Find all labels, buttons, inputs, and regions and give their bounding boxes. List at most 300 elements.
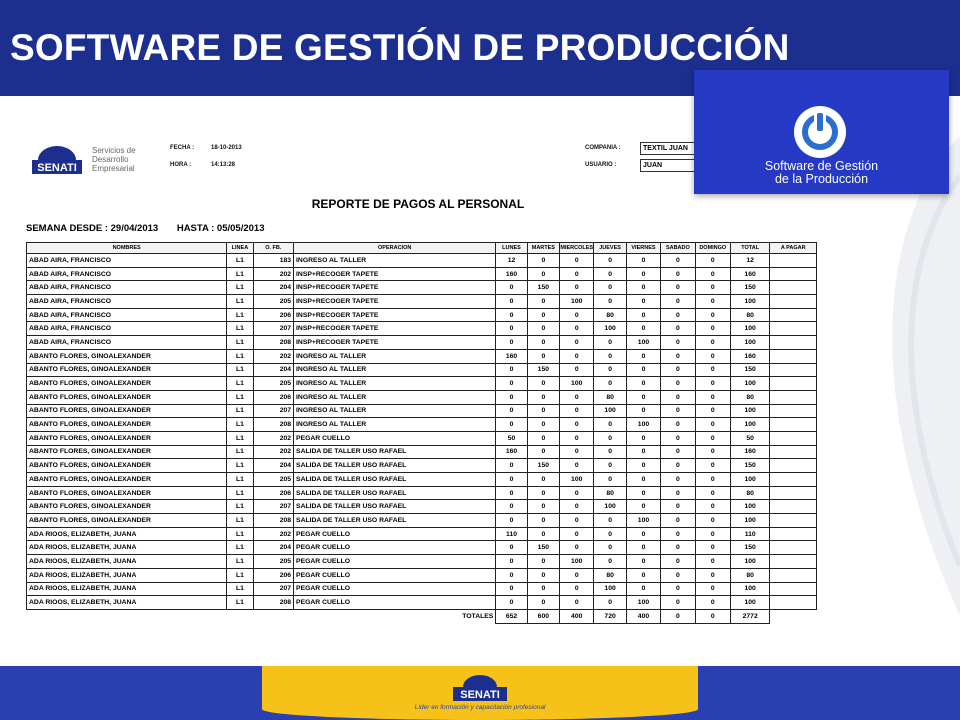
table-cell: 0: [496, 308, 527, 322]
table-cell: L1: [227, 418, 253, 432]
table-cell: 202: [253, 527, 293, 541]
table-cell: 100: [560, 377, 594, 391]
table-cell: 0: [560, 322, 594, 336]
table-cell: 0: [661, 500, 695, 514]
table-cell: INGRESO AL TALLER: [294, 404, 496, 418]
table-cell: ADA RIOOS, ELIZABETH, JUANA: [27, 527, 227, 541]
table-cell: 150: [527, 541, 559, 555]
totals-spacer-end: [770, 609, 817, 623]
table-cell: 100: [730, 377, 769, 391]
table-cell: 100: [594, 322, 626, 336]
table-cell: L1: [227, 555, 253, 569]
table-cell: 0: [695, 431, 730, 445]
org-description: [92, 146, 136, 173]
table-cell: 0: [560, 596, 594, 610]
table-cell: 0: [661, 418, 695, 432]
table-cell: 206: [253, 308, 293, 322]
table-cell: 0: [527, 377, 559, 391]
table-cell: [770, 514, 817, 528]
table-cell: INSP+RECOGER TAPETE: [294, 308, 496, 322]
logo-line-2: de la Producción: [774, 172, 869, 186]
table-cell: 0: [496, 486, 527, 500]
table-cell: 205: [253, 473, 293, 487]
table-cell: ABANTO FLORES, GINOALEXANDER: [27, 445, 227, 459]
table-cell: 0: [496, 473, 527, 487]
table-cell: 0: [560, 431, 594, 445]
table-cell: 0: [594, 596, 626, 610]
table-cell: 0: [527, 404, 559, 418]
table-cell: INSP+RECOGER TAPETE: [294, 281, 496, 295]
totals-cell: 400: [560, 609, 594, 623]
table-cell: 160: [496, 267, 527, 281]
table-cell: 0: [626, 431, 660, 445]
table-cell: 0: [594, 431, 626, 445]
table-row: [27, 582, 817, 596]
table-cell: 0: [661, 445, 695, 459]
table-row: [27, 473, 817, 487]
table-cell: ABAD AIRA, FRANCISCO: [27, 295, 227, 309]
table-cell: 0: [695, 322, 730, 336]
table-cell: 0: [527, 445, 559, 459]
table-cell: 0: [496, 500, 527, 514]
table-cell: 0: [661, 514, 695, 528]
table-cell: 0: [527, 308, 559, 322]
table-cell: 0: [695, 363, 730, 377]
column-header: MARTES: [527, 243, 559, 254]
table-cell: 0: [560, 568, 594, 582]
table-cell: 12: [496, 254, 527, 268]
table-cell: 0: [661, 390, 695, 404]
table-cell: 0: [496, 295, 527, 309]
table-cell: 110: [730, 527, 769, 541]
table-cell: L1: [227, 308, 253, 322]
table-cell: 0: [626, 555, 660, 569]
table-cell: 0: [626, 390, 660, 404]
table-row: [27, 322, 817, 336]
table-row: [27, 445, 817, 459]
table-cell: ABANTO FLORES, GINOALEXANDER: [27, 500, 227, 514]
table-cell: 0: [626, 363, 660, 377]
table-cell: L1: [227, 267, 253, 281]
footer-logo-text: SENATI: [460, 689, 500, 701]
table-cell: 0: [594, 377, 626, 391]
footer-tagline: Líder en formación y capacitación profesional: [414, 704, 546, 711]
table-cell: 150: [730, 363, 769, 377]
table-cell: PEGAR CUELLO: [294, 596, 496, 610]
table-cell: 80: [594, 568, 626, 582]
table-cell: 0: [626, 377, 660, 391]
table-cell: 100: [594, 404, 626, 418]
table-cell: 0: [560, 500, 594, 514]
table-cell: [770, 541, 817, 555]
table-cell: L1: [227, 295, 253, 309]
table-cell: 0: [661, 281, 695, 295]
org-line-1: Servicios de: [92, 146, 136, 155]
column-header: OPERACION: [294, 243, 496, 254]
table-cell: 12: [730, 254, 769, 268]
table-cell: 100: [730, 555, 769, 569]
table-cell: 0: [695, 281, 730, 295]
table-cell: 80: [730, 486, 769, 500]
table-cell: INSP+RECOGER TAPETE: [294, 295, 496, 309]
table-cell: 0: [626, 445, 660, 459]
table-row: [27, 486, 817, 500]
table-cell: [770, 431, 817, 445]
table-cell: 206: [253, 486, 293, 500]
table-cell: ADA RIOOS, ELIZABETH, JUANA: [27, 555, 227, 569]
table-cell: ABANTO FLORES, GINOALEXANDER: [27, 431, 227, 445]
table-cell: [770, 295, 817, 309]
table-cell: 206: [253, 390, 293, 404]
table-cell: 0: [496, 390, 527, 404]
table-cell: L1: [227, 254, 253, 268]
table-cell: 160: [496, 445, 527, 459]
table-cell: ABAD AIRA, FRANCISCO: [27, 254, 227, 268]
table-cell: 0: [695, 377, 730, 391]
table-cell: 0: [626, 349, 660, 363]
table-cell: 160: [496, 349, 527, 363]
table-cell: PEGAR CUELLO: [294, 527, 496, 541]
table-cell: 100: [730, 582, 769, 596]
table-cell: 0: [496, 363, 527, 377]
table-cell: [770, 500, 817, 514]
table-cell: ABANTO FLORES, GINOALEXANDER: [27, 404, 227, 418]
table-cell: ABANTO FLORES, GINOALEXANDER: [27, 473, 227, 487]
table-cell: 110: [496, 527, 527, 541]
table-cell: 0: [661, 473, 695, 487]
column-header: JUEVES: [594, 243, 626, 254]
table-cell: 0: [661, 267, 695, 281]
table-cell: ABANTO FLORES, GINOALEXANDER: [27, 514, 227, 528]
table-cell: ABAD AIRA, FRANCISCO: [27, 322, 227, 336]
software-logo-text: [694, 160, 949, 186]
table-cell: 50: [496, 431, 527, 445]
table-cell: 0: [560, 281, 594, 295]
table-row: [27, 404, 817, 418]
table-cell: 0: [496, 322, 527, 336]
table-cell: 0: [695, 568, 730, 582]
table-row: [27, 390, 817, 404]
table-cell: 0: [695, 486, 730, 500]
table-cell: [770, 527, 817, 541]
table-cell: [770, 349, 817, 363]
table-cell: 0: [527, 254, 559, 268]
table-cell: 100: [626, 336, 660, 350]
table-cell: 0: [626, 281, 660, 295]
table-cell: ADA RIOOS, ELIZABETH, JUANA: [27, 582, 227, 596]
table-cell: 0: [695, 254, 730, 268]
table-cell: 0: [695, 267, 730, 281]
table-cell: 0: [594, 514, 626, 528]
table-cell: L1: [227, 568, 253, 582]
table-cell: L1: [227, 596, 253, 610]
table-cell: 0: [661, 349, 695, 363]
column-header: O. FB.: [253, 243, 293, 254]
table-row: [27, 349, 817, 363]
table-cell: 100: [560, 295, 594, 309]
table-cell: SALIDA DE TALLER USO RAFAEL: [294, 459, 496, 473]
slide-title: SOFTWARE DE GESTIÓN DE PRODUCCIÓN: [10, 27, 790, 68]
table-cell: 150: [730, 459, 769, 473]
table-cell: 100: [730, 336, 769, 350]
totals-cell: 652: [496, 609, 527, 623]
table-cell: 183: [253, 254, 293, 268]
table-cell: 0: [626, 254, 660, 268]
table-cell: 0: [661, 404, 695, 418]
table-cell: L1: [227, 582, 253, 596]
table-row: [27, 363, 817, 377]
table-cell: ABANTO FLORES, GINOALEXANDER: [27, 377, 227, 391]
table-cell: 0: [496, 336, 527, 350]
software-logo-card: [694, 70, 949, 194]
table-cell: 0: [527, 418, 559, 432]
table-cell: 150: [730, 541, 769, 555]
table-cell: 0: [626, 459, 660, 473]
table-cell: 50: [730, 431, 769, 445]
table-cell: PEGAR CUELLO: [294, 568, 496, 582]
table-cell: 0: [560, 582, 594, 596]
table-cell: 205: [253, 555, 293, 569]
table-cell: 0: [661, 377, 695, 391]
table-cell: 0: [661, 596, 695, 610]
table-cell: [770, 459, 817, 473]
table-row: [27, 267, 817, 281]
table-cell: 0: [594, 418, 626, 432]
table-cell: 100: [730, 418, 769, 432]
table-cell: 0: [594, 295, 626, 309]
table-cell: ADA RIOOS, ELIZABETH, JUANA: [27, 568, 227, 582]
table-cell: ABANTO FLORES, GINOALEXANDER: [27, 390, 227, 404]
table-cell: ABANTO FLORES, GINOALEXANDER: [27, 418, 227, 432]
table-cell: 204: [253, 281, 293, 295]
table-cell: ABAD AIRA, FRANCISCO: [27, 267, 227, 281]
table-cell: 0: [560, 254, 594, 268]
table-cell: ADA RIOOS, ELIZABETH, JUANA: [27, 541, 227, 555]
table-cell: 205: [253, 295, 293, 309]
table-row: [27, 254, 817, 268]
table-cell: SALIDA DE TALLER USO RAFAEL: [294, 514, 496, 528]
table-cell: 0: [560, 336, 594, 350]
table-cell: 0: [527, 514, 559, 528]
table-cell: 0: [594, 473, 626, 487]
table-cell: 0: [626, 527, 660, 541]
table-cell: 208: [253, 514, 293, 528]
table-cell: 0: [661, 541, 695, 555]
compania-label: COMPANIA :: [585, 145, 621, 151]
table-cell: 150: [730, 281, 769, 295]
semana-desde: SEMANA DESDE : 29/04/2013: [26, 223, 159, 234]
table-cell: 0: [527, 486, 559, 500]
table-cell: 100: [626, 418, 660, 432]
table-cell: L1: [227, 281, 253, 295]
table-cell: [770, 377, 817, 391]
table-cell: 0: [560, 541, 594, 555]
footer-senati-logo: [262, 672, 698, 707]
table-cell: 0: [594, 527, 626, 541]
table-cell: 208: [253, 336, 293, 350]
table-cell: 202: [253, 349, 293, 363]
table-cell: ABANTO FLORES, GINOALEXANDER: [27, 459, 227, 473]
table-cell: 202: [253, 431, 293, 445]
table-row: [27, 418, 817, 432]
table-cell: 80: [594, 486, 626, 500]
senati-logo-text: SENATI: [37, 162, 77, 174]
table-cell: 0: [626, 541, 660, 555]
table-cell: 207: [253, 322, 293, 336]
payments-table: [26, 242, 817, 624]
table-cell: 100: [730, 322, 769, 336]
table-cell: 208: [253, 418, 293, 432]
table-cell: SALIDA DE TALLER USO RAFAEL: [294, 500, 496, 514]
table-cell: 0: [527, 390, 559, 404]
table-cell: 0: [594, 254, 626, 268]
table-cell: 80: [594, 308, 626, 322]
table-cell: L1: [227, 459, 253, 473]
table-cell: 0: [695, 404, 730, 418]
table-cell: 0: [560, 363, 594, 377]
table-cell: 100: [560, 555, 594, 569]
table-cell: 0: [695, 308, 730, 322]
table-cell: PEGAR CUELLO: [294, 541, 496, 555]
table-cell: L1: [227, 486, 253, 500]
table-cell: 0: [527, 582, 559, 596]
table-cell: [770, 555, 817, 569]
table-cell: 0: [695, 459, 730, 473]
totals-cell: 600: [527, 609, 559, 623]
table-cell: 0: [661, 308, 695, 322]
org-line-2: Desarrollo: [92, 155, 129, 164]
totals-cell: 0: [695, 609, 730, 623]
table-cell: L1: [227, 322, 253, 336]
table-cell: 206: [253, 568, 293, 582]
table-cell: 0: [661, 295, 695, 309]
table-cell: 0: [496, 418, 527, 432]
usuario-value: JUAN: [640, 159, 726, 172]
table-cell: ABANTO FLORES, GINOALEXANDER: [27, 363, 227, 377]
table-cell: 160: [730, 349, 769, 363]
table-cell: 0: [626, 486, 660, 500]
table-cell: 0: [695, 336, 730, 350]
table-cell: INGRESO AL TALLER: [294, 363, 496, 377]
column-header: NOMBRES: [27, 243, 227, 254]
totals-cell: 720: [594, 609, 626, 623]
table-cell: 0: [527, 555, 559, 569]
table-row: [27, 596, 817, 610]
table-cell: 0: [496, 281, 527, 295]
table-cell: L1: [227, 500, 253, 514]
table-cell: 0: [496, 541, 527, 555]
table-cell: 0: [560, 486, 594, 500]
table-row: [27, 308, 817, 322]
table-cell: 0: [695, 541, 730, 555]
table-cell: 0: [695, 596, 730, 610]
table-cell: 160: [730, 445, 769, 459]
table-cell: L1: [227, 336, 253, 350]
senati-logo-icon: [26, 142, 88, 176]
table-cell: [770, 486, 817, 500]
table-cell: 0: [496, 404, 527, 418]
senati-footer-icon: [445, 672, 515, 702]
table-cell: 0: [527, 267, 559, 281]
table-cell: ABANTO FLORES, GINOALEXANDER: [27, 349, 227, 363]
table-cell: 0: [496, 377, 527, 391]
table-cell: 0: [626, 568, 660, 582]
table-cell: 160: [730, 267, 769, 281]
table-cell: SALIDA DE TALLER USO RAFAEL: [294, 473, 496, 487]
table-cell: 100: [594, 582, 626, 596]
table-cell: 100: [594, 500, 626, 514]
totals-cell: 2772: [730, 609, 769, 623]
table-cell: 0: [695, 418, 730, 432]
table-cell: INGRESO AL TALLER: [294, 377, 496, 391]
table-cell: 0: [695, 555, 730, 569]
table-cell: L1: [227, 390, 253, 404]
table-cell: 0: [560, 404, 594, 418]
table-cell: 0: [695, 527, 730, 541]
table-cell: [770, 254, 817, 268]
table-cell: 204: [253, 459, 293, 473]
week-range: [26, 223, 280, 234]
table-row: [27, 377, 817, 391]
table-cell: ABAD AIRA, FRANCISCO: [27, 281, 227, 295]
table-cell: 0: [560, 459, 594, 473]
totals-row: [27, 609, 817, 623]
table-cell: 0: [594, 445, 626, 459]
table-cell: 0: [626, 473, 660, 487]
table-cell: 150: [527, 459, 559, 473]
table-cell: 100: [730, 473, 769, 487]
hasta: HASTA : 05/05/2013: [176, 223, 265, 234]
table-cell: 0: [594, 267, 626, 281]
table-cell: 0: [695, 500, 730, 514]
table-cell: 0: [560, 308, 594, 322]
table-cell: [770, 267, 817, 281]
table-row: [27, 459, 817, 473]
table-cell: 100: [730, 295, 769, 309]
table-cell: L1: [227, 527, 253, 541]
table-cell: 0: [661, 486, 695, 500]
table-cell: L1: [227, 445, 253, 459]
table-cell: INSP+RECOGER TAPETE: [294, 267, 496, 281]
table-cell: 0: [626, 308, 660, 322]
power-icon: [792, 104, 848, 160]
table-cell: 0: [496, 568, 527, 582]
table-cell: 0: [661, 582, 695, 596]
totals-spacer: [27, 609, 294, 623]
report-title: REPORTE DE PAGOS AL PERSONAL: [311, 197, 525, 211]
table-cell: 150: [527, 281, 559, 295]
table-cell: ABAD AIRA, FRANCISCO: [27, 336, 227, 350]
table-cell: PEGAR CUELLO: [294, 431, 496, 445]
table-cell: 0: [527, 527, 559, 541]
table-cell: [770, 336, 817, 350]
column-header: A PAGAR: [770, 243, 817, 254]
column-header: TOTAL: [730, 243, 769, 254]
column-header: DOMINGO: [695, 243, 730, 254]
table-cell: L1: [227, 431, 253, 445]
table-cell: 0: [661, 527, 695, 541]
table-row: [27, 527, 817, 541]
table-cell: 204: [253, 541, 293, 555]
table-cell: 0: [496, 459, 527, 473]
table-cell: 0: [560, 390, 594, 404]
table-cell: INGRESO AL TALLER: [294, 390, 496, 404]
totals-label: TOTALES: [462, 612, 494, 620]
table-cell: PEGAR CUELLO: [294, 555, 496, 569]
table-cell: 0: [661, 322, 695, 336]
table-cell: 0: [560, 267, 594, 281]
fecha-value: 18-10-2013: [211, 145, 242, 151]
